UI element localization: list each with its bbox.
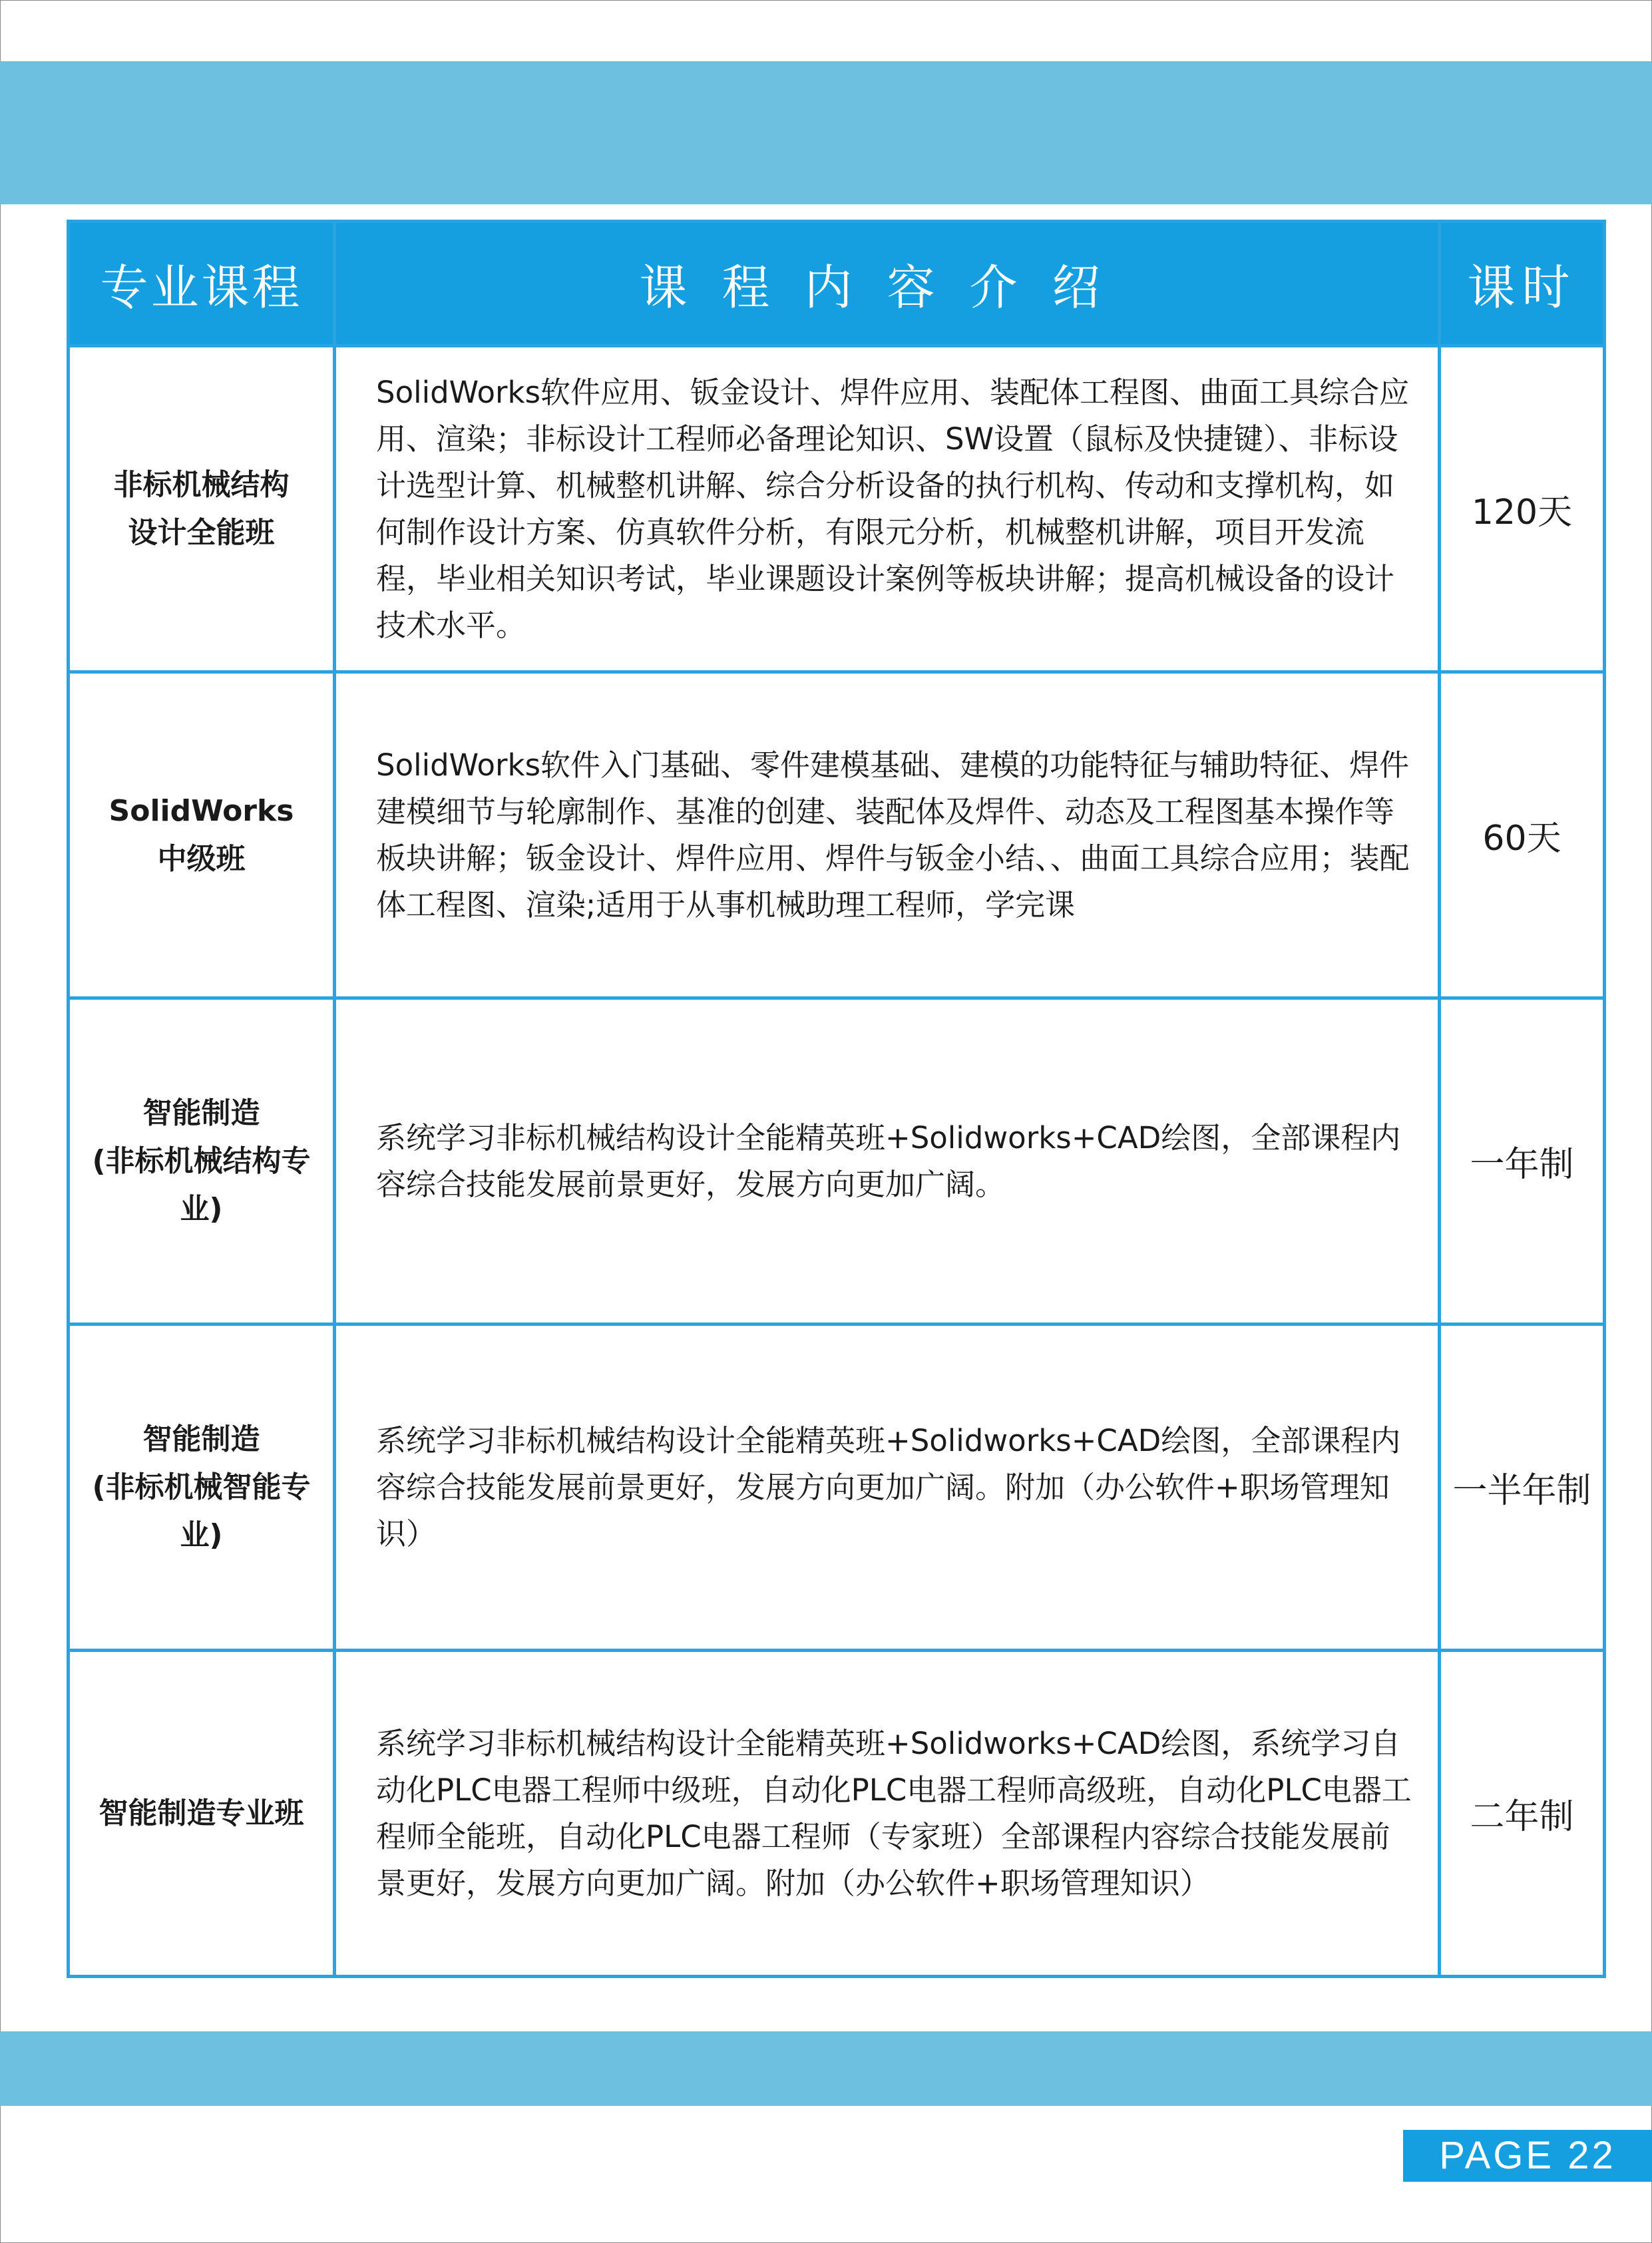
top-decorative-band [0,61,1652,204]
course-content: 系统学习非标机械结构设计全能精英班+Solidworks+CAD绘图，全部课程内容综合技能发展前景更好，发展方向更加广阔。 [335,998,1440,1325]
bottom-decorative-band [0,2031,1652,2106]
course-name [69,1651,335,1977]
course-content: SolidWorks软件入门基础、零件建模基础、建模的功能特征与辅助特征、焊件建模细节与轮廓制作、基准的创建、装配体及焊件、动态及工程图基本操作等板块讲解；钣金设计、焊件应用、焊件与钣金小结、、曲面工具综合应用；装配体工程图、渲染;适用于从事机械助理工程师，学完课 [335,672,1440,998]
course-name [69,346,335,672]
course-name-line2: (非标机械结构专业) [92,1143,311,1226]
table-row [69,672,1605,998]
header-content: 课程内容介绍 [335,222,1440,346]
course-name-line1: 智能制造专业班 [99,1796,304,1830]
course-name-line1: SolidWorks [108,793,294,828]
table-row [69,346,1605,672]
course-name-line1: 智能制造 [142,1422,260,1456]
course-hours: 一年制 [1440,998,1605,1325]
course-hours: 60天 [1440,672,1605,998]
course-name [69,672,335,998]
table-header-row [69,222,1605,346]
course-name-line2: 设计全能班 [128,515,275,550]
header-hours: 课时 [1440,222,1605,346]
course-hours: 二年制 [1440,1651,1605,1977]
course-hours: 120天 [1440,346,1605,672]
course-name-line1: 智能制造 [142,1096,260,1130]
course-name-line2: 中级班 [157,841,246,876]
table-row [69,998,1605,1325]
course-content: SolidWorks软件应用、钣金设计、焊件应用、装配体工程图、曲面工具综合应用、渲染；非标设计工程师必备理论知识、SW设置（鼠标及快捷键）、非标设计选型计算、机械整机讲解、综合分析设备的执行机构、传动和支撑机构，如何制作设计方案、仿真软件分析，有限元分析，机械整机讲解，项目开发流程，毕业相关知识考试，毕业课题设计案例等板块讲解；提高机械设备的设计技术水平。 [335,346,1440,672]
course-name [69,1325,335,1651]
course-hours: 一半年制 [1440,1325,1605,1651]
course-content: 系统学习非标机械结构设计全能精英班+Solidworks+CAD绘图，系统学习自动化PLC电器工程师中级班，自动化PLC电器工程师高级班，自动化PLC电器工程师全能班，自动化PLC电器工程师（专家班）全部课程内容综合技能发展前景更好，发展方向更加广阔。附加（办公软件+职场管理知识） [335,1651,1440,1977]
course-name [69,998,335,1325]
course-table [67,220,1606,1978]
page-number: PAGE 22 [1403,2130,1652,2182]
table-row [69,1325,1605,1651]
header-course: 专业课程 [69,222,335,346]
course-content: 系统学习非标机械结构设计全能精英班+Solidworks+CAD绘图，全部课程内容综合技能发展前景更好，发展方向更加广阔。附加（办公软件+职场管理知识） [335,1325,1440,1651]
course-name-line1: 非标机械结构 [113,467,290,502]
course-name-line2: (非标机械智能专业) [92,1470,311,1552]
table-row [69,1651,1605,1977]
